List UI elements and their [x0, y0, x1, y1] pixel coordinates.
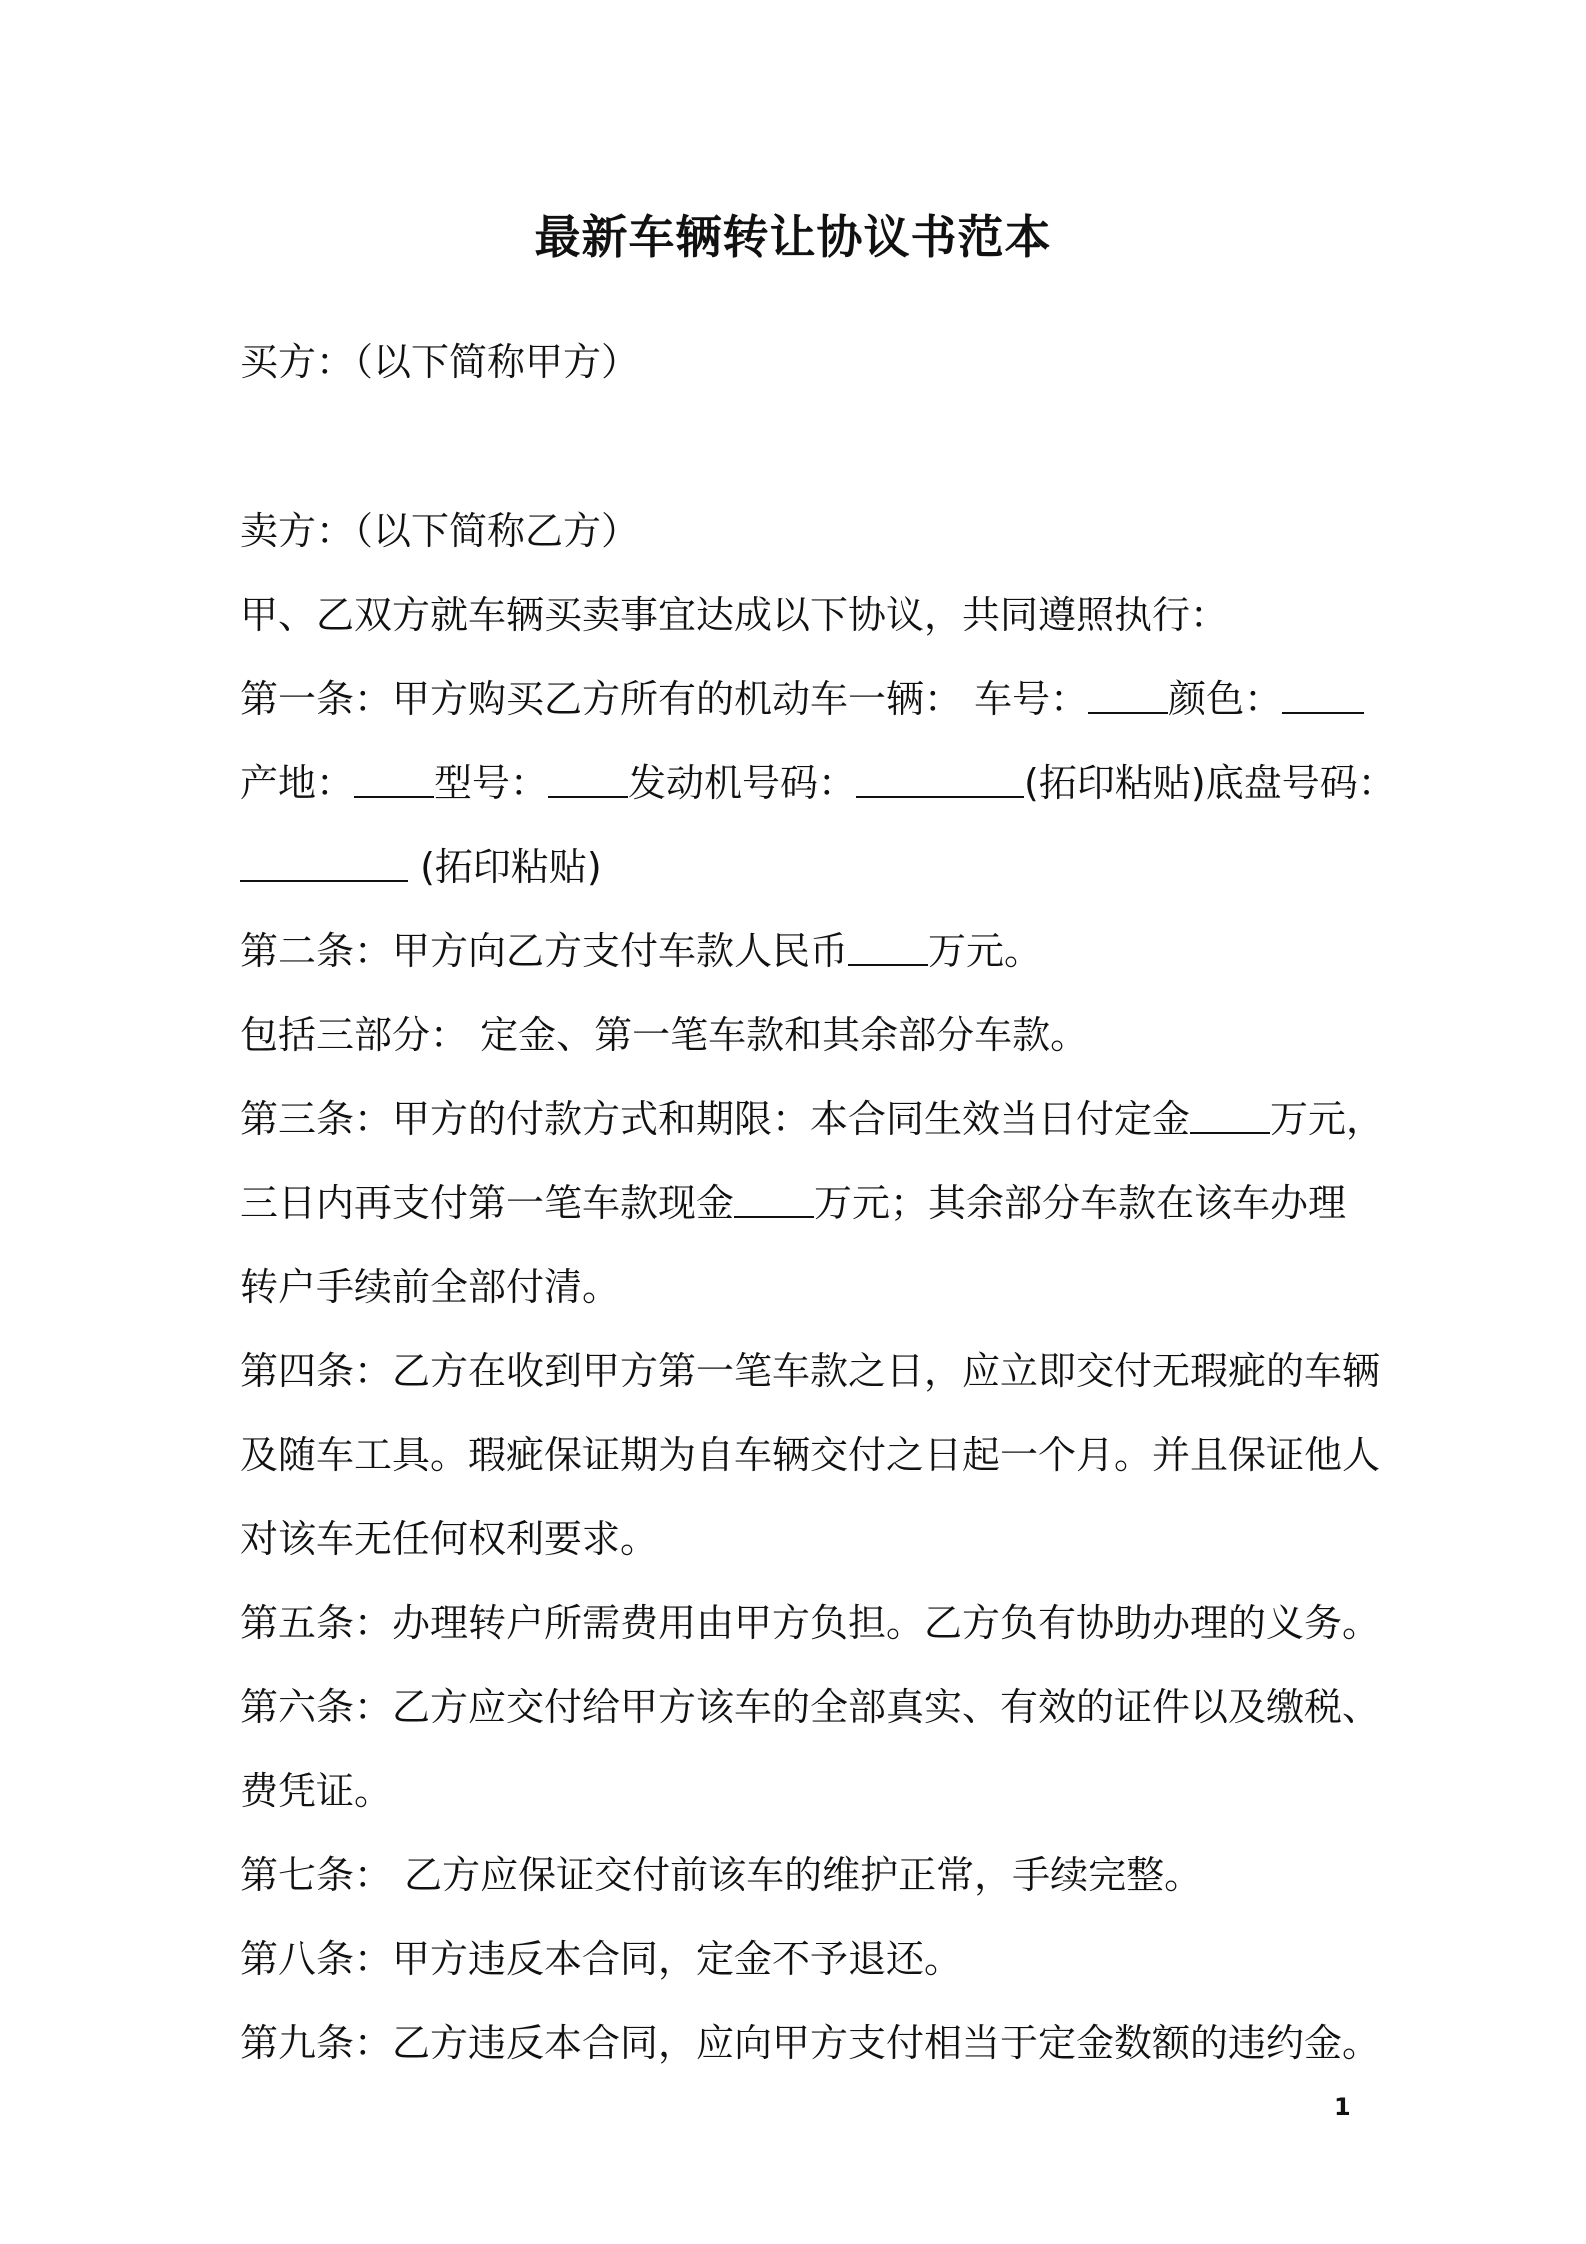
article-1-text-b: 颜色：	[1168, 677, 1283, 721]
article-1-line-3	[240, 838, 1400, 896]
article-2-line	[240, 922, 1400, 980]
article-1-text-e: 发动机号码：	[628, 761, 857, 805]
article-4-line-2: 及随车工具。瑕疵保证期为自车辆交付之日起一个月。并且保证他人	[240, 1433, 1381, 1477]
article-1-text-f: (拓印粘贴)底盘号码：	[1024, 761, 1396, 805]
engine-number-blank	[856, 756, 1024, 798]
plate-number-blank	[1088, 672, 1168, 714]
origin-blank	[354, 756, 434, 798]
article-2-text-b: 万元。	[928, 929, 1043, 973]
deposit-blank	[1190, 1092, 1270, 1134]
article-1-line-2	[240, 754, 1400, 812]
article-1-text-d: 型号：	[434, 761, 549, 805]
first-payment-blank	[734, 1176, 814, 1218]
article-2-text-a: 第二条：甲方向乙方支付车款人民币	[240, 929, 849, 973]
document-title: 最新车辆转让协议书范本	[534, 210, 1052, 264]
article-1-text-g: (拓印粘贴)	[408, 845, 602, 889]
article-3-text-d: 万元；其余部分车款在该车办理	[814, 1181, 1347, 1225]
article-6-line-1: 第六条：乙方应交付给甲方该车的全部真实、有效的证件以及缴税、	[240, 1685, 1381, 1729]
article-5-line: 第五条：办理转户所需费用由甲方负担。乙方负有协助办理的义务。	[240, 1601, 1381, 1645]
parts-line: 包括三部分： 定金、第一笔车款和其余部分车款。	[240, 1013, 1089, 1057]
page-number: 1	[1334, 2093, 1351, 2121]
article-6-line-2: 费凭证。	[240, 1769, 393, 1813]
article-8-line: 第八条：甲方违反本合同，定金不予退还。	[240, 1937, 963, 1981]
article-3-line-1	[240, 1090, 1400, 1148]
article-3-line-3: 转户手续前全部付清。	[240, 1265, 621, 1309]
intro-line: 甲、乙双方就车辆买卖事宜达成以下协议，共同遵照执行：	[240, 593, 1229, 637]
article-3-text-a: 第三条：甲方的付款方式和期限：本合同生效当日付定金	[240, 1097, 1191, 1141]
chassis-number-blank	[240, 840, 408, 882]
article-1-line-1	[240, 670, 1400, 728]
article-3-line-2	[240, 1174, 1400, 1232]
model-blank	[548, 756, 628, 798]
article-3-text-b: 万元，	[1270, 1097, 1385, 1141]
price-blank	[848, 924, 928, 966]
seller-line: 卖方：（以下简称乙方）	[240, 509, 640, 553]
article-4-line-3: 对该车无任何权利要求。	[240, 1517, 659, 1561]
article-1-text-a: 第一条：甲方购买乙方所有的机动车一辆： 车号：	[240, 677, 1089, 721]
buyer-line: 买方：（以下简称甲方）	[240, 340, 640, 384]
article-7-line: 第七条： 乙方应保证交付前该车的维护正常，手续完整。	[240, 1853, 1203, 1897]
color-blank	[1282, 672, 1364, 714]
article-9-line: 第九条：乙方违反本合同，应向甲方支付相当于定金数额的违约金。	[240, 2021, 1381, 2065]
article-1-text-c: 产地：	[240, 761, 355, 805]
article-3-text-c: 三日内再支付第一笔车款现金	[240, 1181, 735, 1225]
article-4-line-1: 第四条：乙方在收到甲方第一笔车款之日，应立即交付无瑕疵的车辆	[240, 1349, 1381, 1393]
